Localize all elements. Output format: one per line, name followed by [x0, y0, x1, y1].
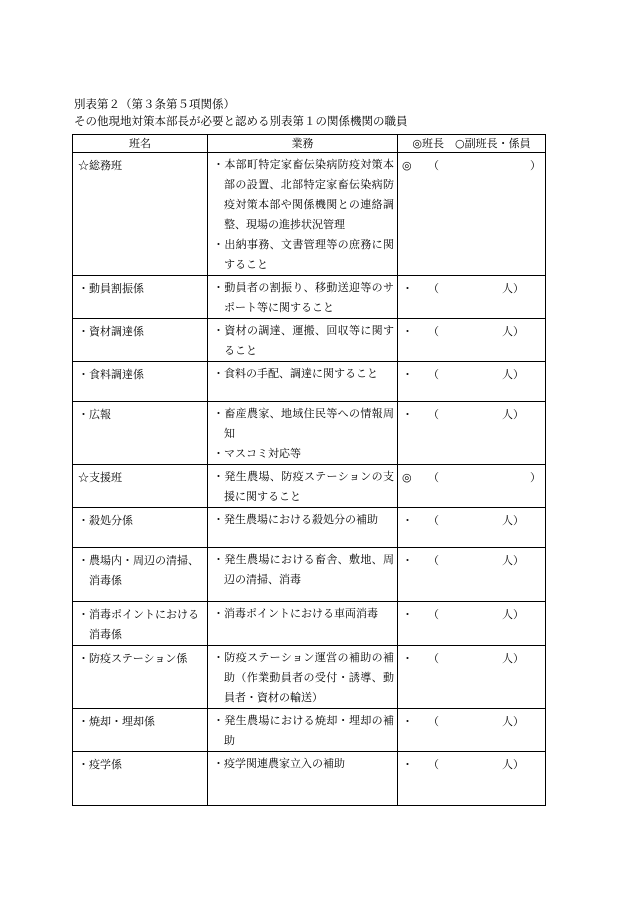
staff-cell [398, 153, 546, 276]
table-row [73, 752, 546, 806]
table-row [73, 465, 546, 508]
team-name-cell [73, 362, 208, 402]
table-row [73, 276, 546, 319]
column-header-staff: ◎班長 ○副班長・係員 [398, 135, 546, 153]
team-name: ☆総務班 [78, 159, 122, 172]
duty-item: ・防疫ステーション運営の補助の補助（作業動員者の受付・誘導、動員者・資材の輸送） [213, 651, 394, 704]
staff-mark: ◎ [402, 471, 412, 484]
staff-unit: 人 [502, 514, 513, 527]
team-name-cell [73, 602, 208, 646]
staff-unit: 人 [502, 408, 513, 421]
staff-close-paren: ） [513, 368, 524, 381]
staff-mark: ・ [402, 554, 413, 567]
staff-close-paren: ） [513, 408, 524, 421]
staff-cell [398, 402, 546, 465]
team-name-cell [73, 276, 208, 319]
document-subtitle: その他現地対策本部長が必要と認める別表第１の関係機関の職員 [74, 114, 408, 128]
staff-mark: ・ [402, 652, 413, 665]
staff-close-paren: ） [530, 471, 541, 484]
staff-slot [402, 156, 541, 176]
staff-open-paren: （ [428, 652, 439, 665]
staff-unit: 人 [502, 715, 513, 728]
staff-cell [398, 548, 546, 602]
staff-close-paren: ） [513, 554, 524, 567]
duty-item: ・畜産農家、地域住民等への情報周知 [213, 407, 394, 440]
table-row [73, 508, 546, 548]
duty-cell [208, 646, 398, 709]
staff-cell [398, 646, 546, 709]
duty-item: ・食料の手配、調達に関すること [213, 367, 378, 380]
team-name-cell [73, 646, 208, 709]
staff-close-paren: ） [513, 608, 524, 621]
staff-open-paren: （ [428, 715, 439, 728]
duty-item: ・発生農場、防疫ステーションの支援に関すること [213, 470, 394, 503]
staff-open-paren: （ [428, 282, 439, 295]
duty-item: ・発生農場における畜舎、敷地、周辺の清掃、消毒 [213, 553, 394, 586]
staff-unit: 人 [502, 325, 513, 338]
staff-open-paren: （ [428, 471, 439, 484]
staff-mark: ・ [402, 608, 413, 621]
table-row [73, 646, 546, 709]
table-row [73, 548, 546, 602]
staff-slot [402, 365, 541, 385]
team-name: ・焼却・埋却係 [78, 715, 155, 728]
team-name: ・疫学係 [78, 758, 122, 771]
duty-cell [208, 153, 398, 276]
staff-table [72, 134, 546, 806]
team-name-cell [73, 508, 208, 548]
team-name-cell [73, 548, 208, 602]
duty-item: ・疫学関連農家立入の補助 [213, 757, 345, 770]
team-name: ・消毒ポイントにおける消毒係 [78, 608, 199, 641]
staff-slot [402, 755, 541, 775]
staff-open-paren: （ [428, 325, 439, 338]
staff-slot [402, 551, 541, 571]
team-name-cell [73, 153, 208, 276]
team-name: ・資材調達係 [78, 325, 144, 338]
table-row [73, 153, 546, 276]
staff-slot [402, 279, 541, 299]
duty-item: ・発生農場における焼却・埋却の補助 [213, 714, 394, 747]
staff-unit: 人 [502, 368, 513, 381]
staff-unit: 人 [502, 282, 513, 295]
duty-item: ・動員者の割振り、移動送迎等のサポート等に関すること [213, 281, 394, 314]
duty-cell [208, 548, 398, 602]
staff-unit: 人 [502, 758, 513, 771]
duty-cell [208, 709, 398, 752]
staff-open-paren: （ [428, 159, 439, 172]
staff-slot [402, 405, 541, 425]
duty-cell [208, 276, 398, 319]
staff-mark: ◎ [402, 159, 412, 172]
table-row [73, 602, 546, 646]
staff-close-paren: ） [513, 652, 524, 665]
staff-close-paren: ） [530, 159, 541, 172]
staff-open-paren: （ [428, 608, 439, 621]
staff-close-paren: ） [513, 514, 524, 527]
staff-close-paren: ） [513, 758, 524, 771]
team-name: ・食料調達係 [78, 368, 144, 381]
duty-cell [208, 465, 398, 508]
staff-slot [402, 468, 541, 488]
team-name: ・殺処分係 [78, 514, 133, 527]
staff-slot [402, 712, 541, 732]
staff-mark: ・ [402, 715, 413, 728]
team-name-cell [73, 752, 208, 806]
duty-item: ・出納事務、文書管理等の庶務に関すること [213, 238, 394, 271]
staff-cell [398, 752, 546, 806]
team-name: ・防疫ステーション係 [78, 652, 188, 665]
staff-unit: 人 [502, 652, 513, 665]
team-name-cell [73, 709, 208, 752]
duty-cell [208, 319, 398, 362]
staff-mark: ・ [402, 282, 413, 295]
duty-item: ・発生農場における殺処分の補助 [213, 513, 378, 526]
team-name: ・農場内・周辺の清掃、消毒係 [78, 554, 199, 587]
table-header-row [73, 135, 546, 153]
team-name: ・広報 [78, 408, 111, 421]
duty-cell [208, 402, 398, 465]
staff-unit: 人 [502, 608, 513, 621]
staff-open-paren: （ [428, 554, 439, 567]
table-row [73, 319, 546, 362]
staff-cell [398, 508, 546, 548]
duty-cell [208, 752, 398, 806]
staff-slot [402, 511, 541, 531]
staff-cell [398, 709, 546, 752]
duty-cell [208, 508, 398, 548]
staff-unit: 人 [502, 554, 513, 567]
table-row [73, 402, 546, 465]
table-row [73, 709, 546, 752]
column-header-duty: 業務 [208, 135, 398, 153]
staff-close-paren: ） [513, 325, 524, 338]
staff-cell [398, 319, 546, 362]
duty-item: ・本部町特定家畜伝染病防疫対策本部の設置、北部特定家畜伝染病防疫対策本部や関係機関との連絡調整、現場の進捗状況管理 [213, 158, 394, 231]
team-name: ☆支援班 [78, 471, 122, 484]
staff-mark: ・ [402, 325, 413, 338]
duty-item: ・資材の調達、運搬、回収等に関すること [213, 324, 394, 357]
staff-cell [398, 276, 546, 319]
document-title: 別表第２（第３条第５項関係） [74, 97, 235, 111]
staff-open-paren: （ [428, 514, 439, 527]
staff-open-paren: （ [428, 408, 439, 421]
duty-item: ・マスコミ対応等 [213, 447, 301, 460]
staff-slot [402, 605, 541, 625]
staff-mark: ・ [402, 408, 413, 421]
staff-close-paren: ） [513, 282, 524, 295]
staff-mark: ・ [402, 514, 413, 527]
staff-close-paren: ） [513, 715, 524, 728]
duty-cell [208, 362, 398, 402]
team-name: ・動員割振係 [78, 282, 144, 295]
team-name-cell [73, 319, 208, 362]
duty-cell [208, 602, 398, 646]
staff-cell [398, 362, 546, 402]
staff-slot [402, 322, 541, 342]
table-row [73, 362, 546, 402]
table-body [73, 153, 546, 806]
staff-slot [402, 649, 541, 669]
team-name-cell [73, 465, 208, 508]
staff-open-paren: （ [428, 368, 439, 381]
staff-mark: ・ [402, 758, 413, 771]
staff-cell [398, 465, 546, 508]
staff-open-paren: （ [428, 758, 439, 771]
team-name-cell [73, 402, 208, 465]
column-header-team: 班名 [73, 135, 208, 153]
staff-cell [398, 602, 546, 646]
duty-item: ・消毒ポイントにおける車両消毒 [213, 607, 378, 620]
staff-mark: ・ [402, 368, 413, 381]
